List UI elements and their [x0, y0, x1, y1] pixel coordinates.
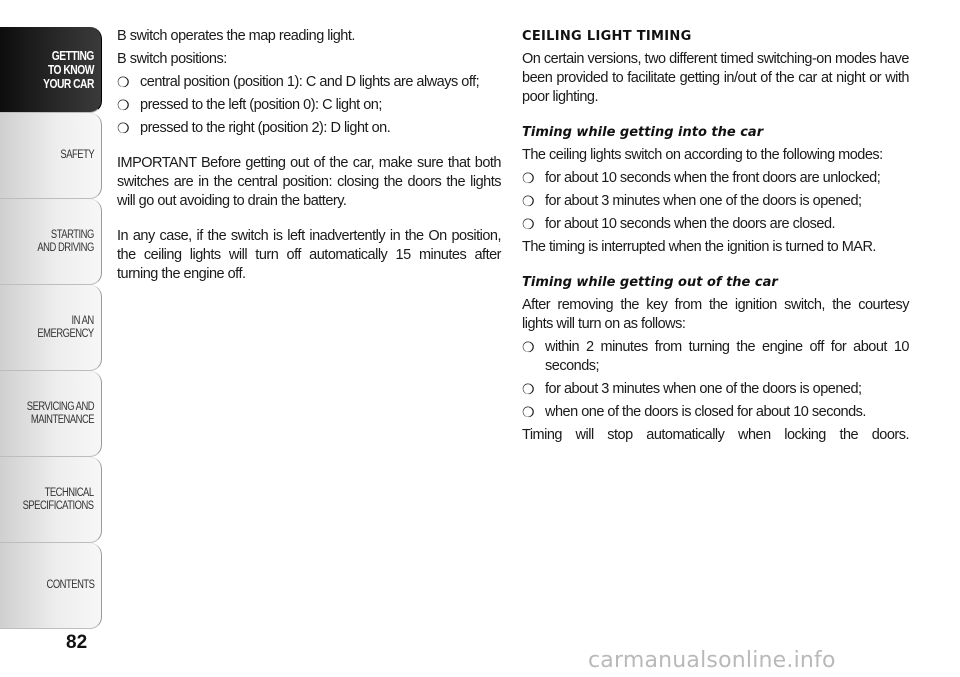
- circle-bullet-icon: ❍: [522, 339, 535, 355]
- tab-starting-and-driving[interactable]: [0, 199, 102, 285]
- section-heading: CEILING LIGHT TIMING: [522, 29, 692, 44]
- list-item-text: for about 10 seconds when the doors are closed.: [545, 216, 836, 232]
- list-item: [117, 73, 501, 92]
- tab-getting-to-know-your-car[interactable]: [0, 27, 102, 113]
- paragraph: After removing the key from the ignition switch, the courtesy lights will turn on as follows:: [522, 297, 909, 332]
- list-item: [522, 215, 909, 234]
- tab-label: SERVICING AND MAINTENANCE: [26, 400, 95, 426]
- list-item-text: for about 3 minutes when one of the doors is opened;: [545, 193, 862, 209]
- list-item-text: within 2 minutes from turning the engine off for about 10 seconds;: [545, 339, 909, 374]
- circle-bullet-icon: ❍: [522, 404, 535, 420]
- paragraph: Timing will stop automatically when locking the doors.: [522, 427, 909, 443]
- list-item-text: when one of the doors is closed for about 10 seconds.: [545, 404, 866, 420]
- circle-bullet-icon: ❍: [522, 381, 535, 397]
- list-item: [522, 169, 909, 188]
- tab-label: CONTENTS: [46, 579, 94, 591]
- paragraph: In any case, if the switch is left inadvertently in the On position, the ceiling lights will turn off automatically 15 minutes after turning the engine off.: [117, 228, 501, 282]
- circle-bullet-icon: ❍: [522, 193, 535, 209]
- tab-in-an-emergency[interactable]: [0, 285, 102, 371]
- list-item: [522, 380, 909, 399]
- paragraph: B switch operates the map reading light.: [117, 28, 355, 44]
- list-item-text: for about 3 minutes when one of the doors is opened;: [545, 381, 862, 397]
- paragraph: B switch positions:: [117, 51, 227, 67]
- circle-bullet-icon: ❍: [117, 74, 130, 90]
- paragraph: The ceiling lights switch on according to the following modes:: [522, 147, 883, 163]
- tab-label: IN AN EMERGENCY: [37, 314, 94, 340]
- watermark: carmanualsonline.info: [588, 648, 836, 673]
- circle-bullet-icon: ❍: [117, 120, 130, 136]
- tab-label: GETTING TO KNOW YOUR CAR: [43, 48, 94, 91]
- tab-technical-specifications[interactable]: [0, 457, 102, 543]
- right-column: [522, 27, 909, 449]
- list-item: [117, 96, 501, 115]
- list-item-text: for about 10 seconds when the front doors are unlocked;: [545, 170, 881, 186]
- list-item: [522, 338, 909, 376]
- tab-label: STARTING AND DRIVING: [37, 228, 94, 254]
- subheading: Timing while getting into the car: [522, 125, 764, 140]
- list-item-text: pressed to the left (position 0): C light on;: [140, 97, 382, 113]
- list-item: [522, 403, 909, 422]
- tab-safety[interactable]: [0, 113, 102, 199]
- important-note: IMPORTANT Before getting out of the car, make sure that both switches are in the central position: closing the doors the lights will go out avoiding to drain the battery.: [117, 155, 501, 209]
- circle-bullet-icon: ❍: [522, 216, 535, 232]
- left-column: [117, 27, 501, 288]
- list-item-text: pressed to the right (position 2): D light on.: [140, 120, 391, 136]
- list-item: [522, 192, 909, 211]
- paragraph: On certain versions, two different timed switching-on modes have been provided to facilitate getting in/out of the car at night or with poor lighting.: [522, 51, 909, 105]
- tab-contents[interactable]: [0, 543, 102, 629]
- circle-bullet-icon: ❍: [522, 170, 535, 186]
- list-item-text: central position (position 1): C and D lights are always off;: [140, 74, 480, 90]
- page-number: 82: [66, 632, 88, 653]
- subheading: Timing while getting out of the car: [522, 275, 778, 290]
- tab-label: TECHNICAL SPECIFICATIONS: [22, 486, 94, 512]
- circle-bullet-icon: ❍: [117, 97, 130, 113]
- paragraph: The timing is interrupted when the ignition is turned to MAR.: [522, 239, 876, 255]
- tab-label: SAFETY: [60, 149, 94, 161]
- list-item: [117, 119, 501, 138]
- tab-servicing-and-maintenance[interactable]: [0, 371, 102, 457]
- chapter-tabs: [0, 27, 102, 629]
